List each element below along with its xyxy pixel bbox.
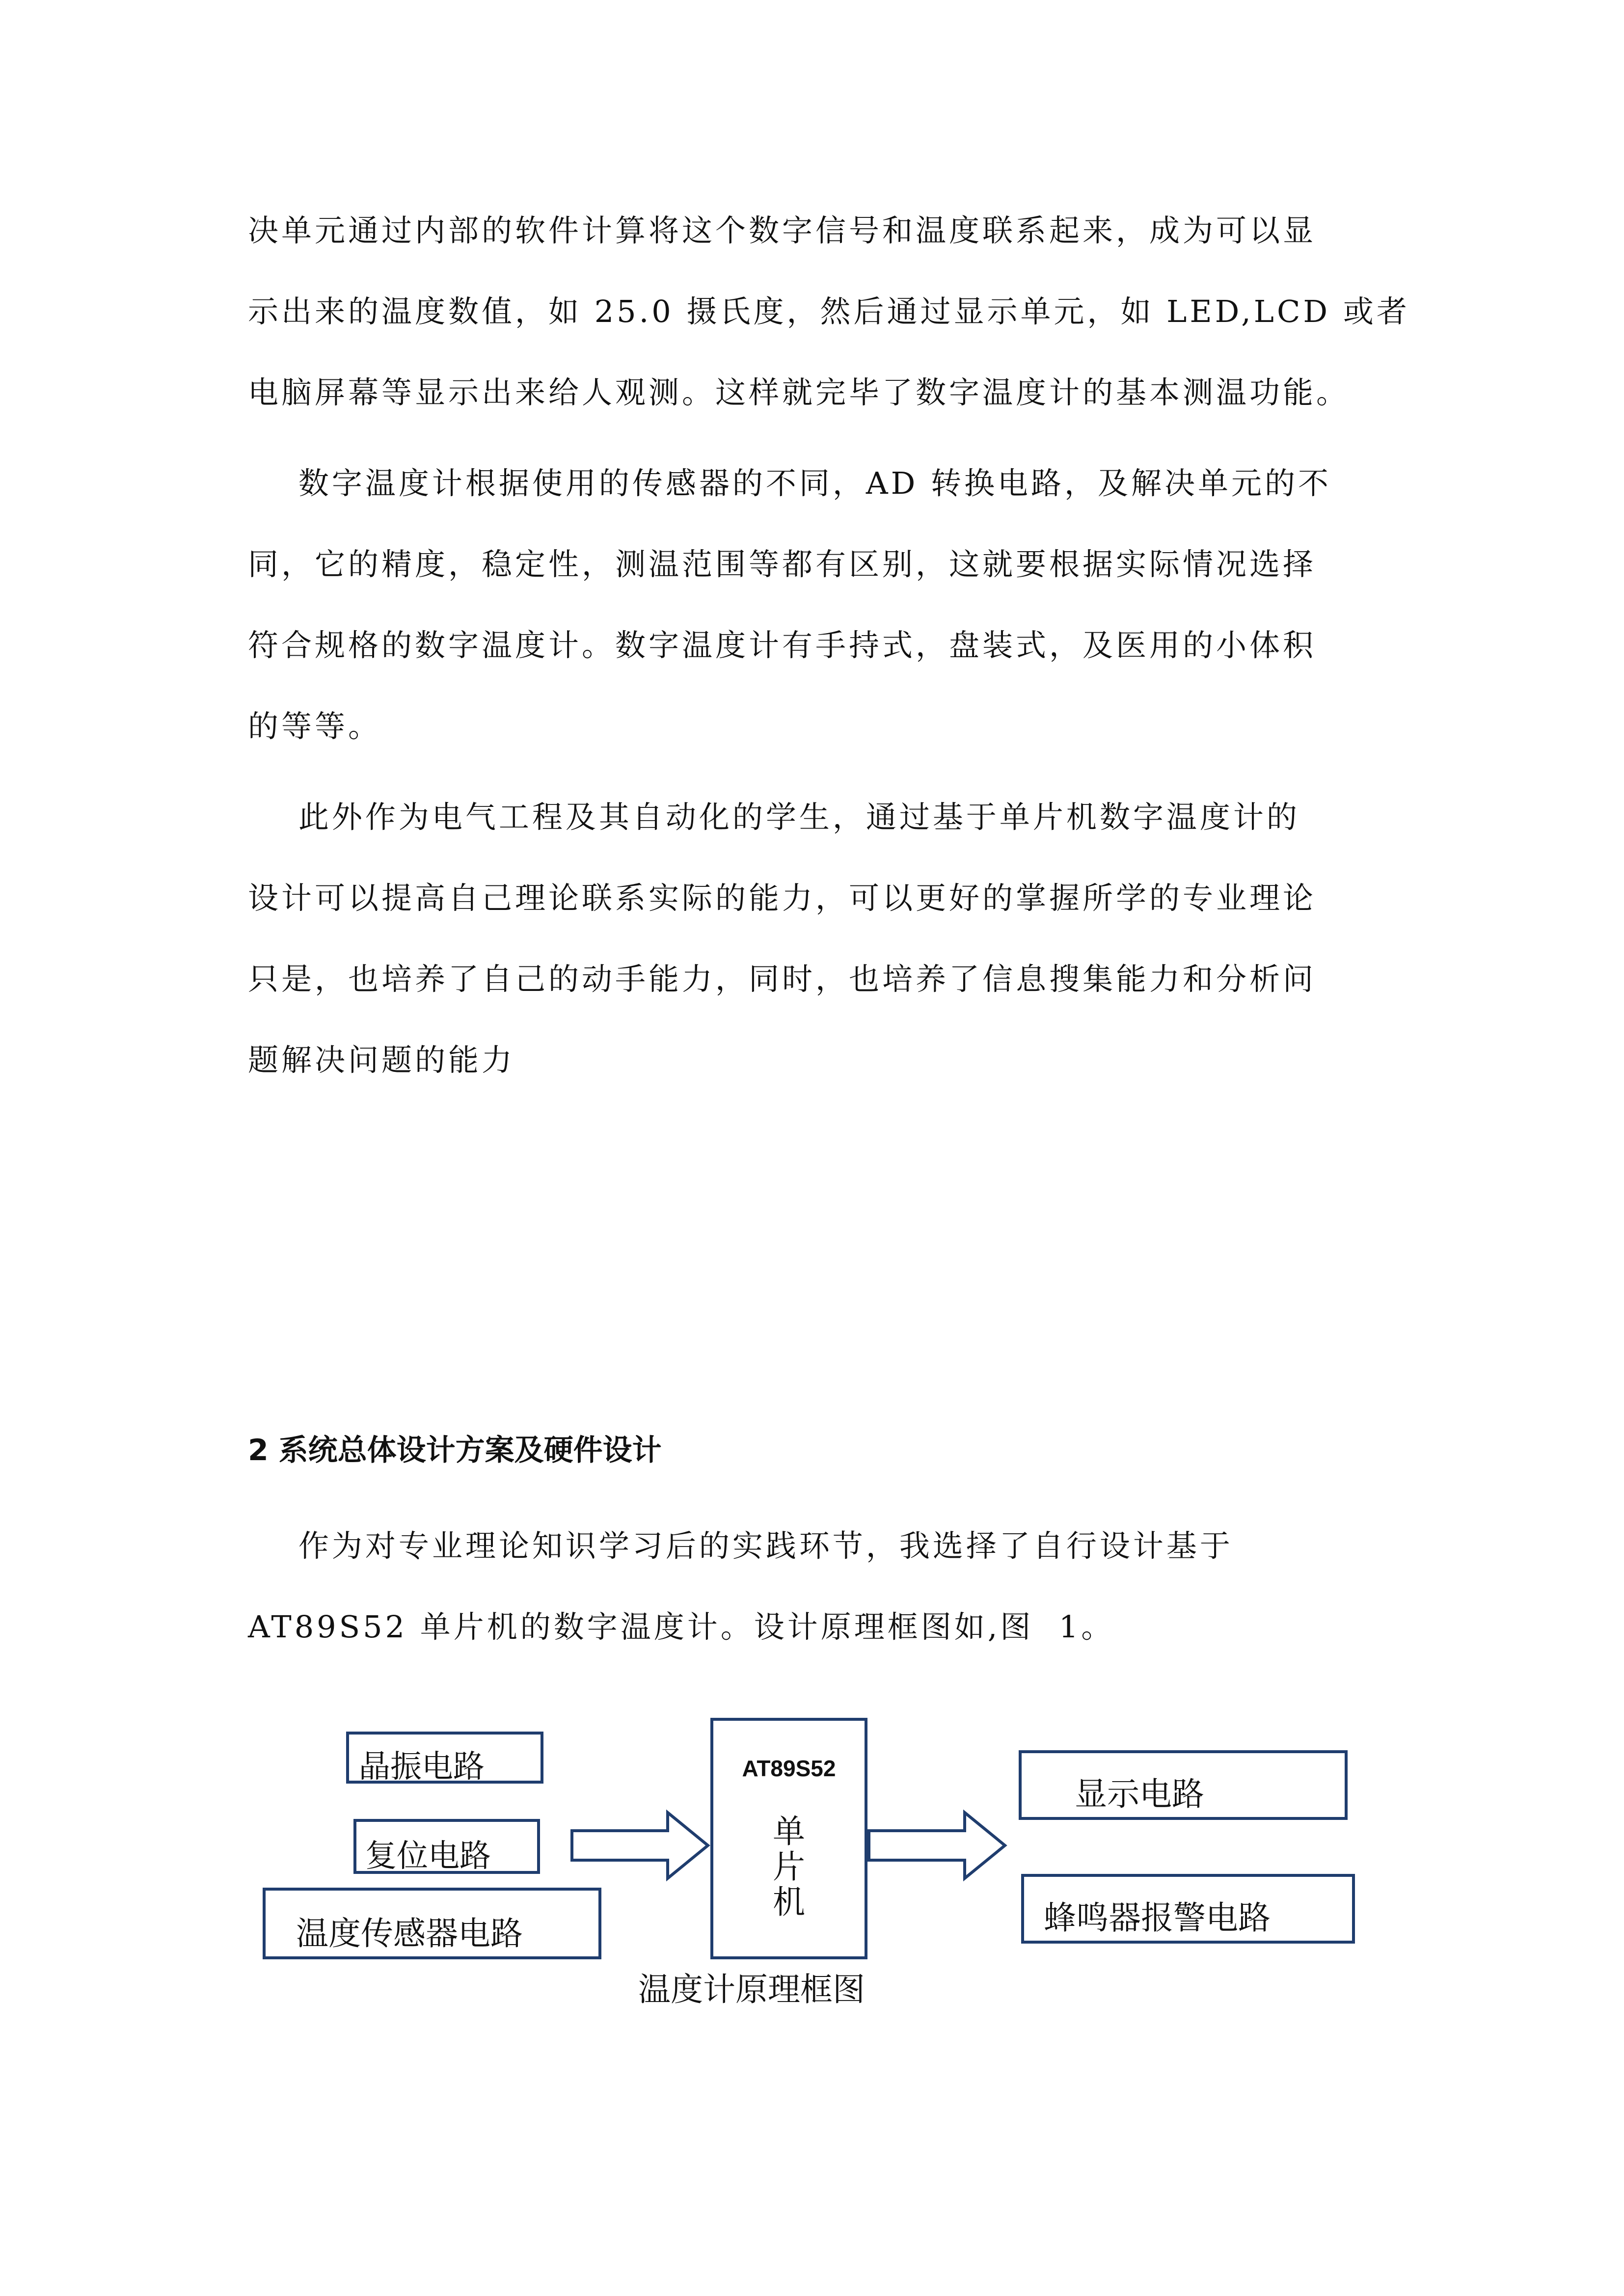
paragraph-line: 同，它的精度，稳定性，测温范围等都有区别，这就要根据实际情况选择 bbox=[248, 546, 1317, 582]
mcu-box bbox=[710, 1718, 867, 1959]
arrow-right-icon bbox=[866, 1809, 1009, 1882]
box-label: 晶振电路 bbox=[359, 1749, 485, 1785]
paragraph-line: 示出来的温度数值，如 25.0 摄氏度，然后通过显示单元，如 LED,LCD 或者 bbox=[248, 294, 1410, 329]
box-label: 蜂鸣器报警电路 bbox=[1044, 1899, 1271, 1937]
output-box-display bbox=[1019, 1750, 1348, 1820]
input-box-reset bbox=[353, 1819, 540, 1874]
paragraph-line: 决单元通过内部的软件计算将这个数字信号和温度联系起来，成为可以显 bbox=[248, 213, 1317, 248]
paragraph-line: 数字温度计根据使用的传感器的不同，AD 转换电路，及解决单元的不 bbox=[248, 465, 1332, 501]
output-box-buzzer bbox=[1021, 1874, 1355, 1944]
paragraph-line: 作为对专业理论知识学习后的实践环节，我选择了自行设计基于 bbox=[248, 1528, 1233, 1564]
paragraph-line: 的等等。 bbox=[248, 708, 382, 744]
section-heading: 2 系统总体设计方案及硬件设计 bbox=[248, 1433, 662, 1468]
mcu-name-label: 单 片 机 bbox=[773, 1813, 805, 1921]
box-label: 显示电路 bbox=[1075, 1775, 1204, 1813]
paragraph-line: AT89S52 单片机的数字温度计。设计原理框图如,图 1。 bbox=[248, 1609, 1115, 1645]
paragraph-line: 设计可以提高自己理论联系实际的能力，可以更好的掌握所学的专业理论 bbox=[248, 880, 1317, 916]
paragraph-line: 电脑屏幕等显示出来给人观测。这样就完毕了数字温度计的基本测温功能。 bbox=[248, 374, 1350, 410]
diagram-caption: 温度计原理框图 bbox=[638, 1971, 865, 2008]
paragraph-line: 题解决问题的能力 bbox=[248, 1042, 515, 1078]
arrow-right-icon bbox=[569, 1809, 712, 1882]
box-label: 温度传感器电路 bbox=[296, 1915, 523, 1952]
mcu-model-label: AT89S52 bbox=[742, 1756, 836, 1781]
box-label: 复位电路 bbox=[365, 1838, 491, 1874]
paragraph-line: 只是，也培养了自己的动手能力，同时，也培养了信息搜集能力和分析问 bbox=[248, 961, 1317, 997]
input-box-temp-sensor bbox=[263, 1888, 601, 1959]
input-box-oscillator bbox=[346, 1732, 543, 1784]
paragraph-line: 符合规格的数字温度计。数字温度计有手持式，盘装式，及医用的小体积 bbox=[248, 627, 1317, 663]
paragraph-line: 此外作为电气工程及其自动化的学生，通过基于单片机数字温度计的 bbox=[248, 799, 1300, 835]
